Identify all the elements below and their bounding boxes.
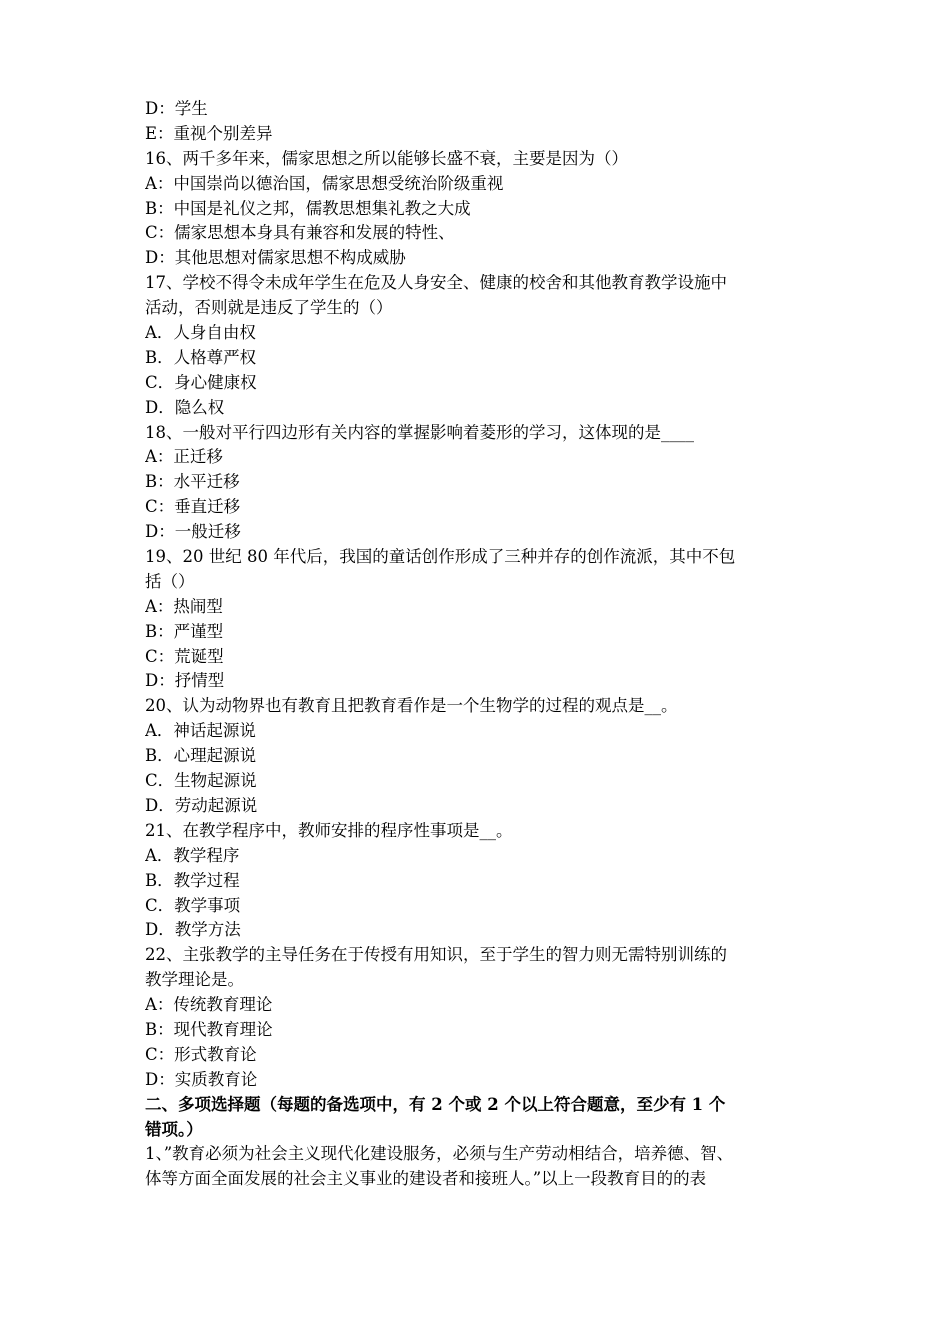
option-line: A：传统教育理论 — [145, 995, 273, 1015]
option-line: B：水平迁移 — [145, 472, 240, 492]
option-line: B．心理起源说 — [145, 746, 257, 766]
option-line: A．人身自由权 — [145, 323, 256, 343]
multi-question-1-continued: 体等方面全面发展的社会主义事业的建设者和接班人。”以上一段教育目的的表 — [145, 1169, 707, 1189]
option-line: C：形式教育论 — [145, 1044, 257, 1064]
question-18: 18、一般对平行四边形有关内容的掌握影响着菱形的学习，这体现的是____ — [145, 422, 694, 442]
option-line: A．神话起源说 — [145, 721, 256, 741]
option-line: E：重视个别差异 — [145, 123, 273, 143]
section-heading-continued: 错项。） — [145, 1119, 203, 1139]
question-20: 20、认为动物界也有教育且把教育看作是一个生物学的过程的观点是__。 — [145, 696, 678, 716]
option-line: A．教学程序 — [145, 845, 240, 865]
option-line: C．生物起源说 — [145, 771, 257, 791]
option-line: C：荒诞型 — [145, 646, 224, 666]
option-line: A：正迁移 — [145, 447, 223, 467]
option-line: B：现代教育理论 — [145, 1019, 273, 1039]
option-line: D：抒情型 — [145, 671, 225, 691]
option-line: D．劳动起源说 — [145, 795, 258, 815]
option-line: A：热闹型 — [145, 596, 223, 616]
question-21: 21、在教学程序中，教师安排的程序性事项是__。 — [145, 820, 513, 840]
option-line: B：中国是礼仪之邦，儒教思想集礼教之大成 — [145, 198, 471, 218]
option-line: B．人格尊严权 — [145, 347, 257, 367]
question-19-continued: 括（） — [145, 571, 195, 591]
option-line: D．隐么权 — [145, 397, 225, 417]
option-line: D：其他思想对儒家思想不构成威胁 — [145, 248, 406, 268]
option-line: A：中国崇尚以德治国，儒家思想受统治阶级重视 — [145, 173, 504, 193]
option-line: D：实质教育论 — [145, 1069, 258, 1089]
option-line: D．教学方法 — [145, 920, 241, 940]
question-19: 19、20 世纪 80 年代后，我国的童话创作形成了三种并存的创作流派，其中不包 — [145, 547, 736, 567]
option-line: B．教学过程 — [145, 870, 240, 890]
option-line: C：儒家思想本身具有兼容和发展的特性、 — [145, 223, 455, 243]
option-line: D：学生 — [145, 99, 208, 118]
section-heading: 二、多项选择题（每题的备选项中，有 2 个或 2 个以上符合题意，至少有 1 个 — [145, 1094, 726, 1114]
question-17: 17、学校不得令未成年学生在危及人身安全、健康的校舍和其他教育教学设施中 — [145, 273, 727, 293]
question-17-continued: 活动，否则就是违反了学生的（） — [145, 298, 393, 318]
question-22-continued: 教学理论是。 — [145, 970, 244, 990]
question-22: 22、主张教学的主导任务在于传授有用知识，至于学生的智力则无需特别训练的 — [145, 945, 727, 965]
option-line: C：垂直迁移 — [145, 497, 241, 517]
option-line: C．身心健康权 — [145, 372, 257, 392]
question-16: 16、两千多年来，儒家思想之所以能够长盛不衰，主要是因为（） — [145, 148, 628, 168]
option-line: B：严谨型 — [145, 621, 224, 641]
option-line: D：一般迁移 — [145, 522, 241, 542]
option-line: C．教学事项 — [145, 895, 241, 915]
multi-question-1: 1、”教育必须为社会主义现代化建设服务，必须与生产劳动相结合，培养德、智、 — [145, 1144, 734, 1164]
